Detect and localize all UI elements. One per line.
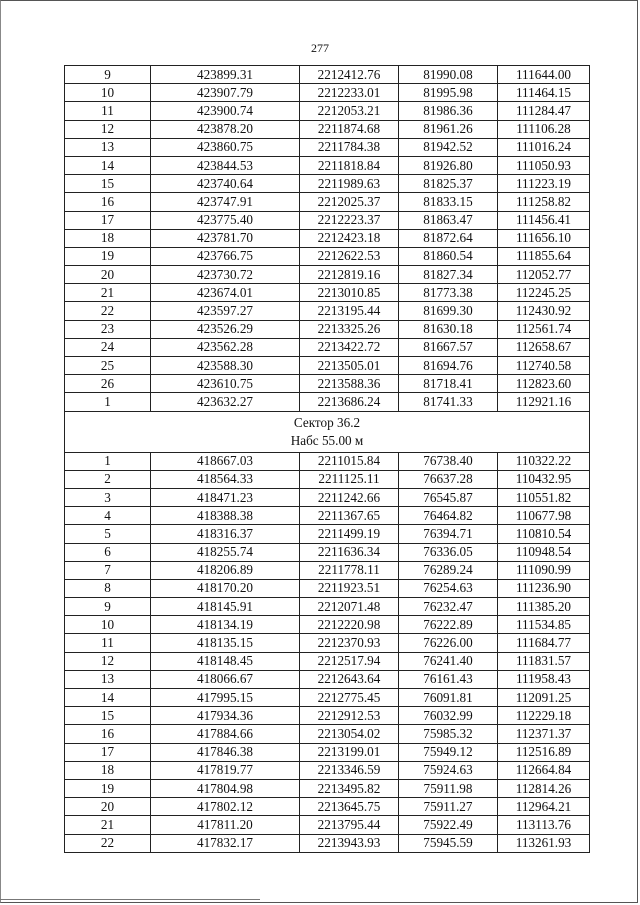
table-row <box>65 120 590 138</box>
table-row <box>65 302 590 320</box>
coord-y-cell: 2213325.26 <box>300 320 399 338</box>
local-y-cell: 113261.93 <box>498 834 590 852</box>
coord-y-cell: 2212622.53 <box>300 247 399 265</box>
local-y-cell: 111223.19 <box>498 175 590 193</box>
local-y-cell: 111684.77 <box>498 634 590 652</box>
local-y-cell: 111090.99 <box>498 561 590 579</box>
table-row <box>65 338 590 356</box>
coord-x-cell: 418170.20 <box>151 579 300 597</box>
table-body-top <box>65 66 590 412</box>
coord-y-cell: 2212071.48 <box>300 598 399 616</box>
table-row <box>65 707 590 725</box>
coord-x-cell: 423860.75 <box>151 138 300 156</box>
table-row <box>65 816 590 834</box>
local-x-cell: 81827.34 <box>399 266 498 284</box>
point-number-cell: 12 <box>65 652 151 670</box>
coord-y-cell: 2213686.24 <box>300 393 399 411</box>
local-x-cell: 81825.37 <box>399 175 498 193</box>
local-x-cell: 75911.27 <box>399 798 498 816</box>
local-x-cell: 81863.47 <box>399 211 498 229</box>
coord-x-cell: 417846.38 <box>151 743 300 761</box>
table-row <box>65 138 590 156</box>
point-number-cell: 1 <box>65 393 151 411</box>
coord-x-cell: 418667.03 <box>151 452 300 470</box>
coord-x-cell: 417934.36 <box>151 707 300 725</box>
local-y-cell: 110432.95 <box>498 470 590 488</box>
local-x-cell: 81833.15 <box>399 193 498 211</box>
local-y-cell: 112921.16 <box>498 393 590 411</box>
coord-y-cell: 2211989.63 <box>300 175 399 193</box>
local-y-cell: 111464.15 <box>498 84 590 102</box>
point-number-cell: 9 <box>65 66 151 84</box>
point-number-cell: 4 <box>65 507 151 525</box>
coord-x-cell: 418066.67 <box>151 670 300 688</box>
table-body-bottom <box>65 452 590 852</box>
local-x-cell: 81860.54 <box>399 247 498 265</box>
coord-x-cell: 423562.28 <box>151 338 300 356</box>
table-row <box>65 488 590 506</box>
point-number-cell: 20 <box>65 266 151 284</box>
local-y-cell: 112561.74 <box>498 320 590 338</box>
local-x-cell: 76091.81 <box>399 689 498 707</box>
coord-x-cell: 423610.75 <box>151 375 300 393</box>
coord-x-cell: 418471.23 <box>151 488 300 506</box>
table-row <box>65 266 590 284</box>
table-row <box>65 561 590 579</box>
point-number-cell: 8 <box>65 579 151 597</box>
local-y-cell: 113113.76 <box>498 816 590 834</box>
local-y-cell: 111106.28 <box>498 120 590 138</box>
coord-x-cell: 418148.45 <box>151 652 300 670</box>
table-row <box>65 393 590 411</box>
local-y-cell: 110810.54 <box>498 525 590 543</box>
local-x-cell: 76545.87 <box>399 488 498 506</box>
local-y-cell: 110948.54 <box>498 543 590 561</box>
coord-y-cell: 2213346.59 <box>300 761 399 779</box>
coord-y-cell: 2212025.37 <box>300 193 399 211</box>
coord-x-cell: 418134.19 <box>151 616 300 634</box>
point-number-cell: 10 <box>65 616 151 634</box>
local-y-cell: 111236.90 <box>498 579 590 597</box>
coord-y-cell: 2213195.44 <box>300 302 399 320</box>
point-number-cell: 2 <box>65 470 151 488</box>
point-number-cell: 1 <box>65 452 151 470</box>
coord-y-cell: 2212233.01 <box>300 84 399 102</box>
point-number-cell: 22 <box>65 302 151 320</box>
point-number-cell: 12 <box>65 120 151 138</box>
coord-y-cell: 2212819.16 <box>300 266 399 284</box>
coord-y-cell: 2211923.51 <box>300 579 399 597</box>
coord-y-cell: 2213645.75 <box>300 798 399 816</box>
point-number-cell: 16 <box>65 725 151 743</box>
table-row <box>65 357 590 375</box>
coord-x-cell: 417802.12 <box>151 798 300 816</box>
local-x-cell: 81995.98 <box>399 84 498 102</box>
coord-x-cell: 423632.27 <box>151 393 300 411</box>
coord-y-cell: 2213505.01 <box>300 357 399 375</box>
coord-y-cell: 2213588.36 <box>300 375 399 393</box>
local-y-cell: 112664.84 <box>498 761 590 779</box>
local-y-cell: 111831.57 <box>498 652 590 670</box>
table-row <box>65 247 590 265</box>
point-number-cell: 11 <box>65 634 151 652</box>
coord-x-cell: 423747.91 <box>151 193 300 211</box>
table-row <box>65 834 590 852</box>
coord-x-cell: 417884.66 <box>151 725 300 743</box>
local-x-cell: 81961.26 <box>399 120 498 138</box>
local-x-cell: 76241.40 <box>399 652 498 670</box>
coord-x-cell: 418388.38 <box>151 507 300 525</box>
table-row <box>65 761 590 779</box>
coord-x-cell: 423844.53 <box>151 156 300 174</box>
table-row <box>65 507 590 525</box>
coord-y-cell: 2211015.84 <box>300 452 399 470</box>
local-y-cell: 111284.47 <box>498 102 590 120</box>
table-row <box>65 320 590 338</box>
point-number-cell: 19 <box>65 779 151 797</box>
local-x-cell: 75949.12 <box>399 743 498 761</box>
point-number-cell: 24 <box>65 338 151 356</box>
local-y-cell: 110551.82 <box>498 488 590 506</box>
coord-y-cell: 2211125.11 <box>300 470 399 488</box>
local-x-cell: 76226.00 <box>399 634 498 652</box>
coord-x-cell: 417804.98 <box>151 779 300 797</box>
local-x-cell: 76336.05 <box>399 543 498 561</box>
local-x-cell: 81699.30 <box>399 302 498 320</box>
table-row <box>65 652 590 670</box>
footnote-rule <box>0 899 260 900</box>
coord-x-cell: 418135.15 <box>151 634 300 652</box>
local-y-cell: 112823.60 <box>498 375 590 393</box>
table-row <box>65 689 590 707</box>
point-number-cell: 7 <box>65 561 151 579</box>
local-x-cell: 81773.38 <box>399 284 498 302</box>
local-y-cell: 111016.24 <box>498 138 590 156</box>
table-row <box>65 193 590 211</box>
local-x-cell: 81990.08 <box>399 66 498 84</box>
local-y-cell: 111456.41 <box>498 211 590 229</box>
point-number-cell: 5 <box>65 525 151 543</box>
local-x-cell: 76222.89 <box>399 616 498 634</box>
local-y-cell: 111385.20 <box>498 598 590 616</box>
coord-y-cell: 2213199.01 <box>300 743 399 761</box>
coord-x-cell: 418564.33 <box>151 470 300 488</box>
table-row <box>65 670 590 688</box>
local-y-cell: 111050.93 <box>498 156 590 174</box>
coord-x-cell: 417819.77 <box>151 761 300 779</box>
coordinates-table <box>64 65 590 853</box>
local-x-cell: 76254.63 <box>399 579 498 597</box>
local-y-cell: 112964.21 <box>498 798 590 816</box>
table-row <box>65 66 590 84</box>
point-number-cell: 13 <box>65 138 151 156</box>
sector-header-row <box>65 411 590 452</box>
point-number-cell: 10 <box>65 84 151 102</box>
local-x-cell: 81718.41 <box>399 375 498 393</box>
table-row <box>65 779 590 797</box>
local-x-cell: 81986.36 <box>399 102 498 120</box>
local-x-cell: 76232.47 <box>399 598 498 616</box>
local-y-cell: 111644.00 <box>498 66 590 84</box>
point-number-cell: 13 <box>65 670 151 688</box>
local-y-cell: 112091.25 <box>498 689 590 707</box>
table-row <box>65 743 590 761</box>
local-y-cell: 112740.58 <box>498 357 590 375</box>
local-x-cell: 76032.99 <box>399 707 498 725</box>
table-row <box>65 84 590 102</box>
point-number-cell: 14 <box>65 689 151 707</box>
coord-x-cell: 418145.91 <box>151 598 300 616</box>
table-row <box>65 616 590 634</box>
coord-x-cell: 423900.74 <box>151 102 300 120</box>
table-row <box>65 634 590 652</box>
coord-y-cell: 2211242.66 <box>300 488 399 506</box>
local-y-cell: 111855.64 <box>498 247 590 265</box>
point-number-cell: 6 <box>65 543 151 561</box>
local-x-cell: 81667.57 <box>399 338 498 356</box>
coord-y-cell: 2211636.34 <box>300 543 399 561</box>
point-number-cell: 26 <box>65 375 151 393</box>
coord-y-cell: 2212053.21 <box>300 102 399 120</box>
point-number-cell: 9 <box>65 598 151 616</box>
local-x-cell: 76289.24 <box>399 561 498 579</box>
sector-height: Набс 55.00 м <box>290 432 364 448</box>
local-y-cell: 111534.85 <box>498 616 590 634</box>
local-x-cell: 81741.33 <box>399 393 498 411</box>
coord-x-cell: 423597.27 <box>151 302 300 320</box>
local-x-cell: 81694.76 <box>399 357 498 375</box>
point-number-cell: 3 <box>65 488 151 506</box>
table-row <box>65 452 590 470</box>
point-number-cell: 15 <box>65 175 151 193</box>
local-x-cell: 76161.43 <box>399 670 498 688</box>
coord-x-cell: 423878.20 <box>151 120 300 138</box>
coord-y-cell: 2212423.18 <box>300 229 399 247</box>
local-x-cell: 75911.98 <box>399 779 498 797</box>
coord-x-cell: 423899.31 <box>151 66 300 84</box>
point-number-cell: 20 <box>65 798 151 816</box>
point-number-cell: 22 <box>65 834 151 852</box>
local-y-cell: 111656.10 <box>498 229 590 247</box>
coord-x-cell: 418255.74 <box>151 543 300 561</box>
coord-x-cell: 423781.70 <box>151 229 300 247</box>
coord-y-cell: 2213054.02 <box>300 725 399 743</box>
table-row <box>65 798 590 816</box>
local-x-cell: 76738.40 <box>399 452 498 470</box>
table-row <box>65 579 590 597</box>
local-y-cell: 112229.18 <box>498 707 590 725</box>
local-y-cell: 110322.22 <box>498 452 590 470</box>
local-x-cell: 81942.52 <box>399 138 498 156</box>
local-x-cell: 81872.64 <box>399 229 498 247</box>
table-row <box>65 525 590 543</box>
coord-y-cell: 2213422.72 <box>300 338 399 356</box>
local-x-cell: 75945.59 <box>399 834 498 852</box>
coord-y-cell: 2213943.93 <box>300 834 399 852</box>
local-y-cell: 112245.25 <box>498 284 590 302</box>
local-x-cell: 76394.71 <box>399 525 498 543</box>
point-number-cell: 19 <box>65 247 151 265</box>
coord-x-cell: 417832.17 <box>151 834 300 852</box>
local-y-cell: 112371.37 <box>498 725 590 743</box>
local-y-cell: 112516.89 <box>498 743 590 761</box>
coord-y-cell: 2212412.76 <box>300 66 399 84</box>
table-row <box>65 470 590 488</box>
point-number-cell: 11 <box>65 102 151 120</box>
table-row <box>65 543 590 561</box>
local-y-cell: 112430.92 <box>498 302 590 320</box>
table-row <box>65 229 590 247</box>
point-number-cell: 23 <box>65 320 151 338</box>
point-number-cell: 18 <box>65 761 151 779</box>
coord-y-cell: 2213795.44 <box>300 816 399 834</box>
coord-y-cell: 2212220.98 <box>300 616 399 634</box>
coord-x-cell: 423766.75 <box>151 247 300 265</box>
coord-x-cell: 423730.72 <box>151 266 300 284</box>
point-number-cell: 18 <box>65 229 151 247</box>
local-x-cell: 76637.28 <box>399 470 498 488</box>
sector-header <box>65 411 590 452</box>
point-number-cell: 15 <box>65 707 151 725</box>
coord-y-cell: 2212775.45 <box>300 689 399 707</box>
coord-x-cell: 423740.64 <box>151 175 300 193</box>
table-row <box>65 375 590 393</box>
point-number-cell: 17 <box>65 211 151 229</box>
point-number-cell: 16 <box>65 193 151 211</box>
coord-x-cell: 423526.29 <box>151 320 300 338</box>
coord-x-cell: 418206.89 <box>151 561 300 579</box>
coord-x-cell: 417811.20 <box>151 816 300 834</box>
local-y-cell: 111958.43 <box>498 670 590 688</box>
coord-y-cell: 2213010.85 <box>300 284 399 302</box>
table-row <box>65 175 590 193</box>
coord-x-cell: 423674.01 <box>151 284 300 302</box>
point-number-cell: 21 <box>65 284 151 302</box>
coord-x-cell: 423588.30 <box>151 357 300 375</box>
local-y-cell: 110677.98 <box>498 507 590 525</box>
coord-x-cell: 423775.40 <box>151 211 300 229</box>
local-x-cell: 76464.82 <box>399 507 498 525</box>
table-row <box>65 284 590 302</box>
local-y-cell: 112658.67 <box>498 338 590 356</box>
point-number-cell: 14 <box>65 156 151 174</box>
coord-y-cell: 2211367.65 <box>300 507 399 525</box>
coord-y-cell: 2212370.93 <box>300 634 399 652</box>
coord-y-cell: 2211499.19 <box>300 525 399 543</box>
local-y-cell: 112814.26 <box>498 779 590 797</box>
local-x-cell: 75922.49 <box>399 816 498 834</box>
local-y-cell: 112052.77 <box>498 266 590 284</box>
page-number: 277 <box>311 41 329 55</box>
coord-x-cell: 418316.37 <box>151 525 300 543</box>
sector-title: Сектор 36.2 <box>293 414 361 430</box>
table-row <box>65 598 590 616</box>
coord-y-cell: 2211778.11 <box>300 561 399 579</box>
local-x-cell: 75924.63 <box>399 761 498 779</box>
coord-y-cell: 2212223.37 <box>300 211 399 229</box>
table-row <box>65 211 590 229</box>
point-number-cell: 21 <box>65 816 151 834</box>
coord-x-cell: 423907.79 <box>151 84 300 102</box>
local-x-cell: 81630.18 <box>399 320 498 338</box>
coord-y-cell: 2211784.38 <box>300 138 399 156</box>
coord-y-cell: 2211874.68 <box>300 120 399 138</box>
table-row <box>65 102 590 120</box>
table-row <box>65 156 590 174</box>
coord-y-cell: 2212912.53 <box>300 707 399 725</box>
local-y-cell: 111258.82 <box>498 193 590 211</box>
coord-y-cell: 2212517.94 <box>300 652 399 670</box>
local-x-cell: 75985.32 <box>399 725 498 743</box>
point-number-cell: 25 <box>65 357 151 375</box>
coord-x-cell: 417995.15 <box>151 689 300 707</box>
coord-y-cell: 2211818.84 <box>300 156 399 174</box>
local-x-cell: 81926.80 <box>399 156 498 174</box>
coord-y-cell: 2212643.64 <box>300 670 399 688</box>
coord-y-cell: 2213495.82 <box>300 779 399 797</box>
point-number-cell: 17 <box>65 743 151 761</box>
table-row <box>65 725 590 743</box>
sector-header-group <box>65 411 590 452</box>
